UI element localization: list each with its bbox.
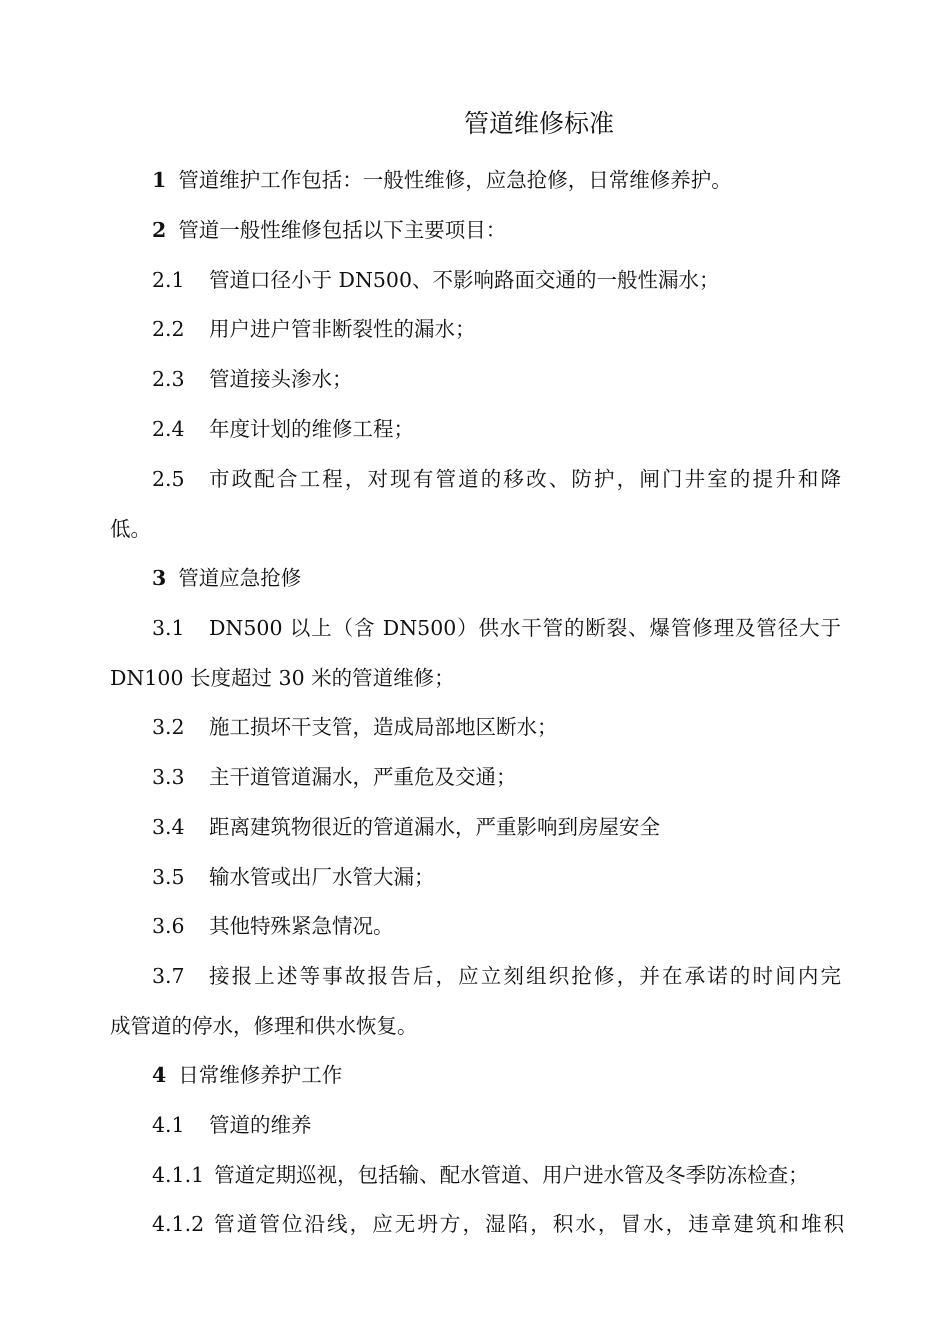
document-title: 管道维修标准 <box>463 109 614 138</box>
item-4-1-2 <box>152 1209 844 1239</box>
section-number: 3 <box>152 566 167 590</box>
item-3-5 <box>152 862 435 892</box>
item-3-7 <box>152 961 841 991</box>
item-text: 距离建筑物很近的管道漏水，严重影响到房屋安全 <box>209 815 660 839</box>
section-heading-2 <box>152 215 506 245</box>
section-text: 管道维护工作包括：一般性维修，应急抢修，日常维修养护。 <box>178 168 732 192</box>
item-number: 3.6 <box>152 914 185 938</box>
item-number: 2.3 <box>152 367 185 391</box>
item-3-1 <box>152 613 841 643</box>
section-heading-4 <box>152 1060 342 1090</box>
item-text: 管道口径小于 DN500、不影响路面交通的一般性漏水； <box>209 268 720 292</box>
item-text: DN100 长度超过 30 米的管道维修； <box>110 666 455 690</box>
item-text: 用户进户管非断裂性的漏水； <box>209 317 476 341</box>
item-number: 3.5 <box>152 865 185 889</box>
item-2-5 <box>152 464 841 494</box>
item-number: 4.1.1 <box>152 1163 205 1187</box>
item-number: 2.5 <box>152 467 185 491</box>
item-number: 2.4 <box>152 417 185 441</box>
item-text: 其他特殊紧急情况。 <box>209 914 394 938</box>
item-number: 3.1 <box>152 616 185 640</box>
item-2-5-continuation <box>110 514 151 544</box>
item-3-6 <box>152 911 394 941</box>
item-4-1-1 <box>152 1160 809 1190</box>
section-text: 日常维修养护工作 <box>178 1063 343 1087</box>
item-text: DN500 以上（含 DN500）供水干管的断裂、爆管修理及管径大于 <box>209 616 841 640</box>
item-3-2 <box>152 712 558 742</box>
item-number: 3.7 <box>152 964 185 988</box>
section-number: 4 <box>152 1063 167 1087</box>
item-text: 年度计划的维修工程； <box>209 417 414 441</box>
item-2-2 <box>152 314 476 344</box>
item-text: 成管道的停水，修理和供水恢复。 <box>110 1014 418 1038</box>
section-heading-3 <box>152 563 301 593</box>
item-text: 低。 <box>110 517 151 541</box>
item-number: 4.1.2 <box>152 1212 205 1236</box>
section-number: 1 <box>152 168 167 192</box>
section-text: 管道一般性维修包括以下主要项目： <box>178 218 507 242</box>
item-text: 输水管或出厂水管大漏； <box>209 865 435 889</box>
item-number: 3.4 <box>152 815 185 839</box>
item-text: 市政配合工程，对现有管道的移改、防护，闸门井室的提升和降 <box>209 467 841 491</box>
item-2-4 <box>152 414 414 444</box>
item-text: 管道管位沿线，应无坍方，湿陷，积水，冒水，违章建筑和堆积 <box>214 1212 845 1236</box>
item-3-7-continuation <box>110 1011 418 1041</box>
item-3-3 <box>152 762 517 792</box>
item-text: 管道接头渗水； <box>209 367 353 391</box>
item-number: 2.1 <box>152 268 185 292</box>
item-2-3 <box>152 364 353 394</box>
item-number: 4.1 <box>152 1113 185 1137</box>
section-heading-1 <box>152 165 732 195</box>
item-number: 2.2 <box>152 317 185 341</box>
section-number: 2 <box>152 218 167 242</box>
item-2-1 <box>152 265 720 295</box>
section-text: 管道应急抢修 <box>178 566 302 590</box>
item-text: 主干道管道漏水，严重危及交通； <box>209 765 517 789</box>
item-number: 3.3 <box>152 765 185 789</box>
item-number: 3.2 <box>152 715 185 739</box>
item-3-4 <box>152 812 660 842</box>
item-text: 施工损坏干支管，造成局部地区断水； <box>209 715 558 739</box>
item-text: 接报上述等事故报告后，应立刻组织抢修，并在承诺的时间内完 <box>209 964 841 988</box>
item-text: 管道的维养 <box>209 1113 312 1137</box>
item-text: 管道定期巡视，包括输、配水管道、用户进水管及冬季防冻检查； <box>214 1163 809 1187</box>
item-4-1 <box>152 1110 312 1140</box>
item-3-1-continuation <box>110 663 455 693</box>
